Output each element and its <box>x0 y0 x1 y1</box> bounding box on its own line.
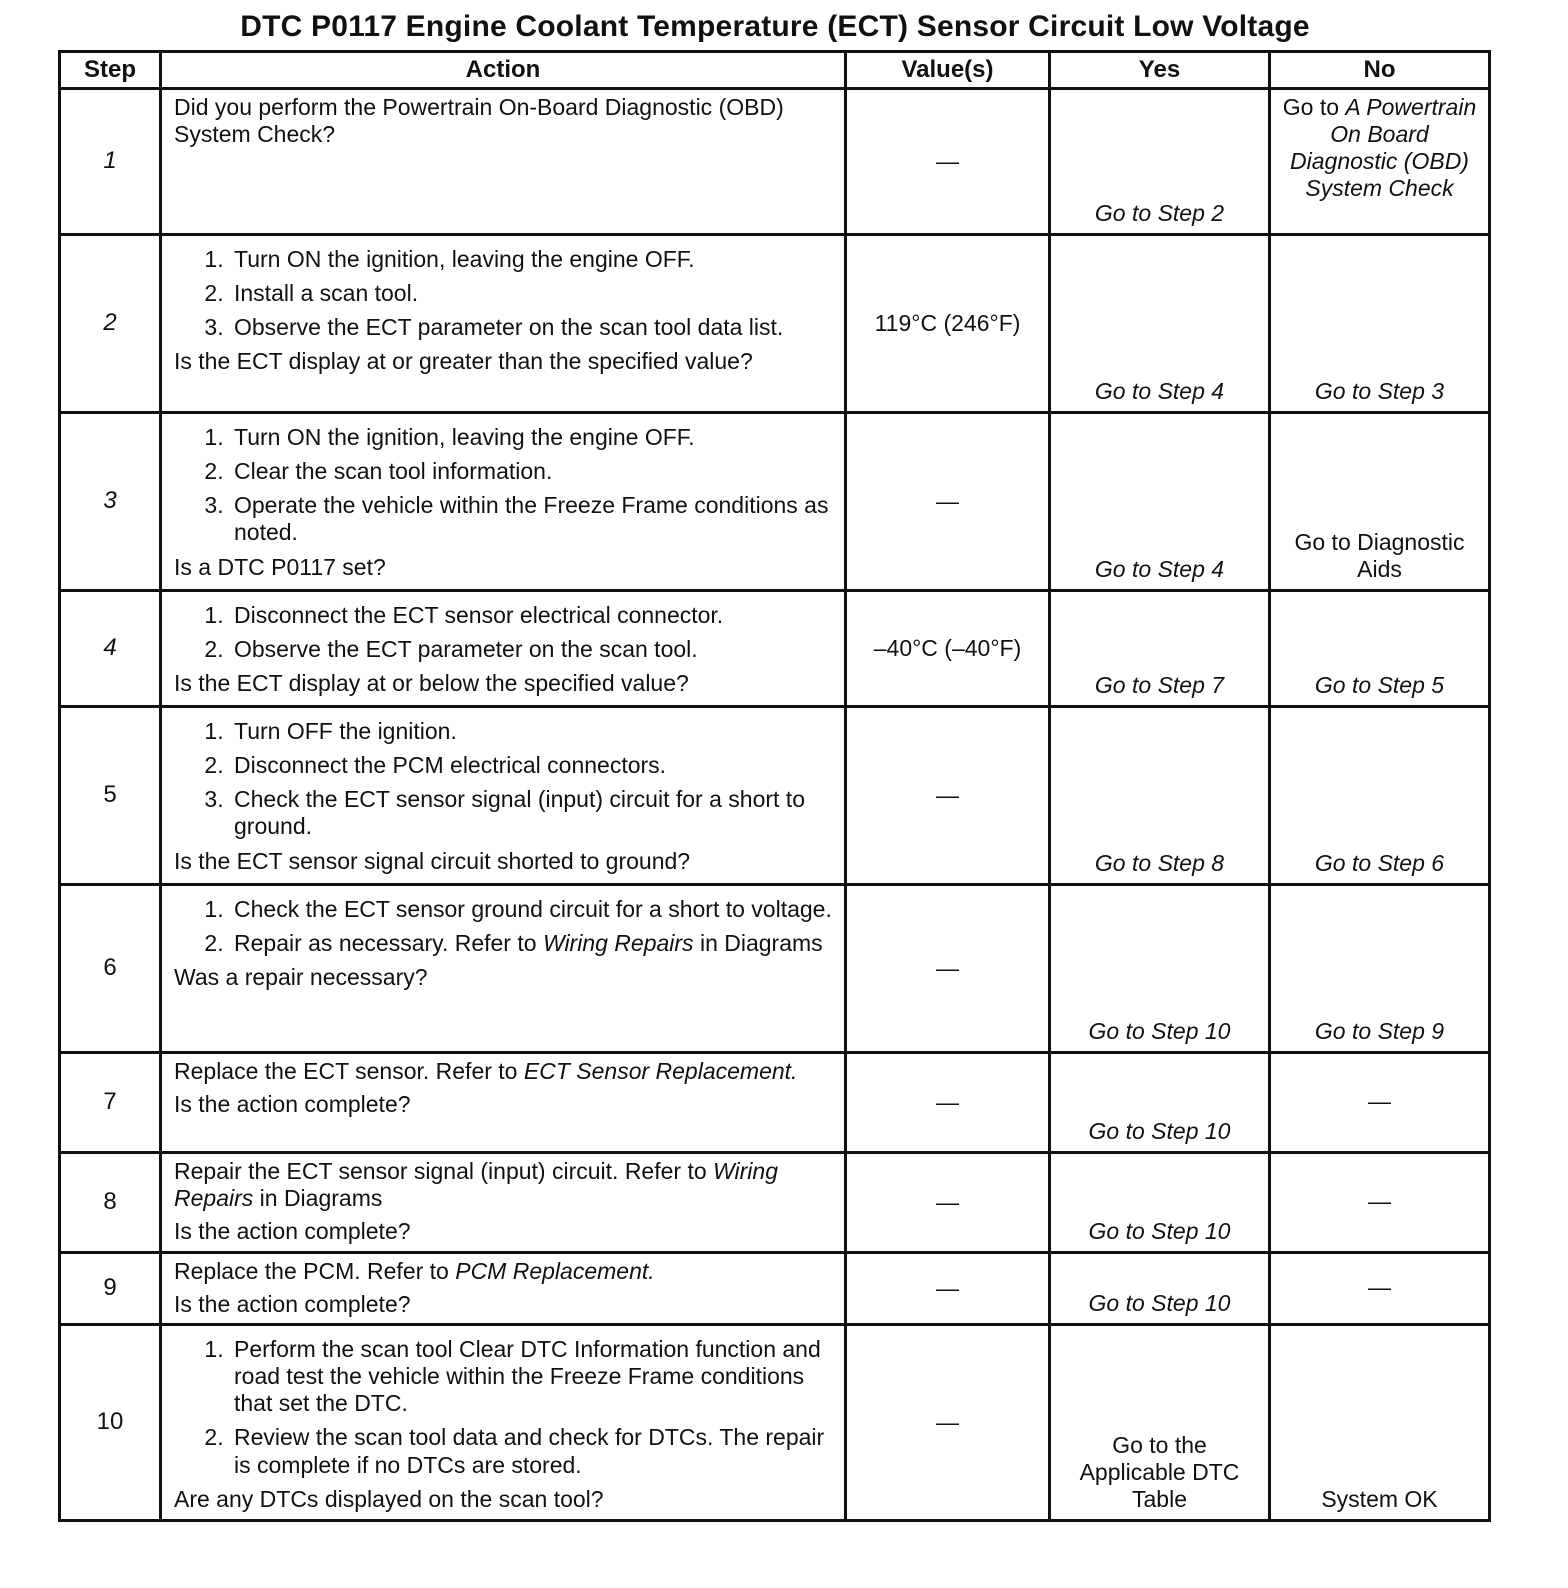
value-cell: –40°C (–40°F) <box>846 591 1050 707</box>
action-question: Is the ECT display at or below the specified value? <box>174 670 689 697</box>
action-question: Is the ECT sensor signal circuit shorted to ground? <box>174 847 691 874</box>
header-step: Step <box>60 52 161 89</box>
reference-pcm-replacement: PCM Replacement. <box>455 1258 655 1284</box>
action-step: 3. Check the ECT sensor signal (input) circuit for a short to ground. <box>230 786 836 840</box>
action-text-part: in Diagrams <box>253 1185 383 1212</box>
action-step: 1. Disconnect the ECT sensor electrical connector. <box>230 602 836 629</box>
yes-cell: Go to Step 10 <box>1050 1253 1270 1325</box>
action-steps <box>174 1336 836 1479</box>
action-text <box>174 1158 836 1212</box>
value-cell: — <box>846 707 1050 885</box>
step-number: 1 <box>60 89 161 235</box>
step-number: 4 <box>60 591 161 707</box>
action-cell <box>161 235 846 413</box>
reference-wiring-repairs: Wiring Repairs <box>174 1158 778 1212</box>
action-steps <box>174 896 836 957</box>
value-cell: — <box>846 1153 1050 1253</box>
header-no: No <box>1270 52 1490 89</box>
action-step: 1. Turn ON the ignition, leaving the engine OFF. <box>230 424 836 451</box>
step-number: 10 <box>60 1325 161 1521</box>
reference-wiring-repairs: Wiring Repairs <box>542 930 694 957</box>
action-cell <box>161 885 846 1053</box>
diagnostic-table <box>58 50 1491 1522</box>
yes-cell: Go to Step 4 <box>1050 235 1270 413</box>
action-step: 2. Observe the ECT parameter on the scan tool. <box>230 636 836 663</box>
table-row <box>60 89 1490 235</box>
action-step: 1. Turn OFF the ignition. <box>230 718 836 745</box>
action-text-part: Repair the ECT sensor signal (input) circuit. Refer to <box>174 1158 714 1184</box>
table-row <box>60 235 1490 413</box>
action-step: 2. Clear the scan tool information. <box>230 458 836 485</box>
action-cell <box>161 413 846 591</box>
no-cell: — <box>1270 1153 1490 1253</box>
action-step: 2. Review the scan tool data and check for DTCs. The repair is complete if no DTCs are stored. <box>230 1424 836 1478</box>
reference-ect-sensor-replacement: ECT Sensor Replacement. <box>523 1058 798 1084</box>
table-row <box>60 413 1490 591</box>
action-step: 1. Turn ON the ignition, leaving the engine OFF. <box>230 246 836 273</box>
step-number: 9 <box>60 1253 161 1325</box>
table-row <box>60 1153 1490 1253</box>
no-cell: Go to Diagnostic Aids <box>1270 413 1490 591</box>
yes-cell: Go to Step 4 <box>1050 413 1270 591</box>
no-reference: A Powertrain On Board Diagnostic (OBD) System Check <box>1290 94 1477 202</box>
table-header-row <box>60 52 1490 89</box>
step-number: 3 <box>60 413 161 591</box>
header-values: Value(s) <box>846 52 1050 89</box>
no-cell: Go to Step 9 <box>1270 885 1490 1053</box>
action-step <box>230 930 836 957</box>
action-question: Is the action complete? <box>174 1218 411 1245</box>
action-text <box>174 1258 836 1285</box>
yes-cell: Go to Step 2 <box>1050 89 1270 235</box>
step-number: 2 <box>60 235 161 413</box>
no-cell: System OK <box>1270 1325 1490 1521</box>
action-cell <box>161 591 846 707</box>
action-step-text: in Diagrams <box>693 930 823 957</box>
table-row <box>60 885 1490 1053</box>
header-yes: Yes <box>1050 52 1270 89</box>
action-question: Is the action complete? <box>174 1091 411 1118</box>
step-number: 6 <box>60 885 161 1053</box>
no-cell: Go to Step 6 <box>1270 707 1490 885</box>
action-cell <box>161 1053 846 1153</box>
value-cell: — <box>846 1053 1050 1153</box>
value-cell: — <box>846 885 1050 1053</box>
table-row <box>60 1253 1490 1325</box>
step-number: 5 <box>60 707 161 885</box>
action-question: Is the ECT display at or greater than the specified value? <box>174 348 753 375</box>
action-text <box>174 1058 836 1085</box>
action-step: 1. Check the ECT sensor ground circuit for a short to voltage. <box>230 896 836 923</box>
action-steps <box>174 246 836 341</box>
action-text: Did you perform the Powertrain On-Board Diagnostic (OBD) System Check? <box>174 94 784 148</box>
action-step: 2. Install a scan tool. <box>230 280 836 307</box>
action-step: 3. Operate the vehicle within the Freeze Frame conditions as noted. <box>230 492 836 546</box>
document-title: DTC P0117 Engine Coolant Temperature (ECT) Sensor Circuit Low Voltage <box>240 10 1310 43</box>
action-step: 2. Disconnect the PCM electrical connectors. <box>230 752 836 779</box>
action-cell <box>161 1253 846 1325</box>
action-steps <box>174 718 836 841</box>
step-number: 7 <box>60 1053 161 1153</box>
no-cell: — <box>1270 1253 1490 1325</box>
action-steps <box>174 424 836 547</box>
no-cell: Go to Step 3 <box>1270 235 1490 413</box>
table-row <box>60 707 1490 885</box>
yes-cell: Go to Step 10 <box>1050 1153 1270 1253</box>
action-text-part: Replace the ECT sensor. Refer to <box>174 1058 524 1084</box>
action-cell <box>161 1325 846 1521</box>
action-question: Was a repair necessary? <box>174 964 428 991</box>
yes-cell: Go to Step 10 <box>1050 1053 1270 1153</box>
yes-cell: Go to Step 7 <box>1050 591 1270 707</box>
action-question: Are any DTCs displayed on the scan tool? <box>174 1485 604 1512</box>
yes-cell: Go to the Applicable DTC Table <box>1050 1325 1270 1521</box>
header-action: Action <box>161 52 846 89</box>
value-cell: — <box>846 413 1050 591</box>
no-cell <box>1270 89 1490 235</box>
value-cell: — <box>846 1325 1050 1521</box>
action-question: Is a DTC P0117 set? <box>174 553 386 580</box>
value-cell: — <box>846 1253 1050 1325</box>
action-text-part: Replace the PCM. Refer to <box>174 1258 456 1284</box>
value-cell: 119°C (246°F) <box>846 235 1050 413</box>
no-cell: Go to Step 5 <box>1270 591 1490 707</box>
yes-cell: Go to Step 10 <box>1050 885 1270 1053</box>
action-cell <box>161 1153 846 1253</box>
no-cell: — <box>1270 1053 1490 1153</box>
action-step-text: Repair as necessary. Refer to <box>234 930 543 957</box>
action-steps <box>174 602 836 663</box>
action-step: 1. Perform the scan tool Clear DTC Information function and road test the vehicle within the Freeze Frame conditions that set the DTC. <box>230 1336 836 1417</box>
table-row <box>60 591 1490 707</box>
action-cell <box>161 89 846 235</box>
yes-cell: Go to Step 8 <box>1050 707 1270 885</box>
action-cell <box>161 707 846 885</box>
no-prefix: Go to <box>1282 94 1346 120</box>
table-row <box>60 1325 1490 1521</box>
action-step: 3. Observe the ECT parameter on the scan tool data list. <box>230 314 836 341</box>
value-cell: — <box>846 89 1050 235</box>
action-question: Is the action complete? <box>174 1291 411 1318</box>
table-row <box>60 1053 1490 1153</box>
step-number: 8 <box>60 1153 161 1253</box>
